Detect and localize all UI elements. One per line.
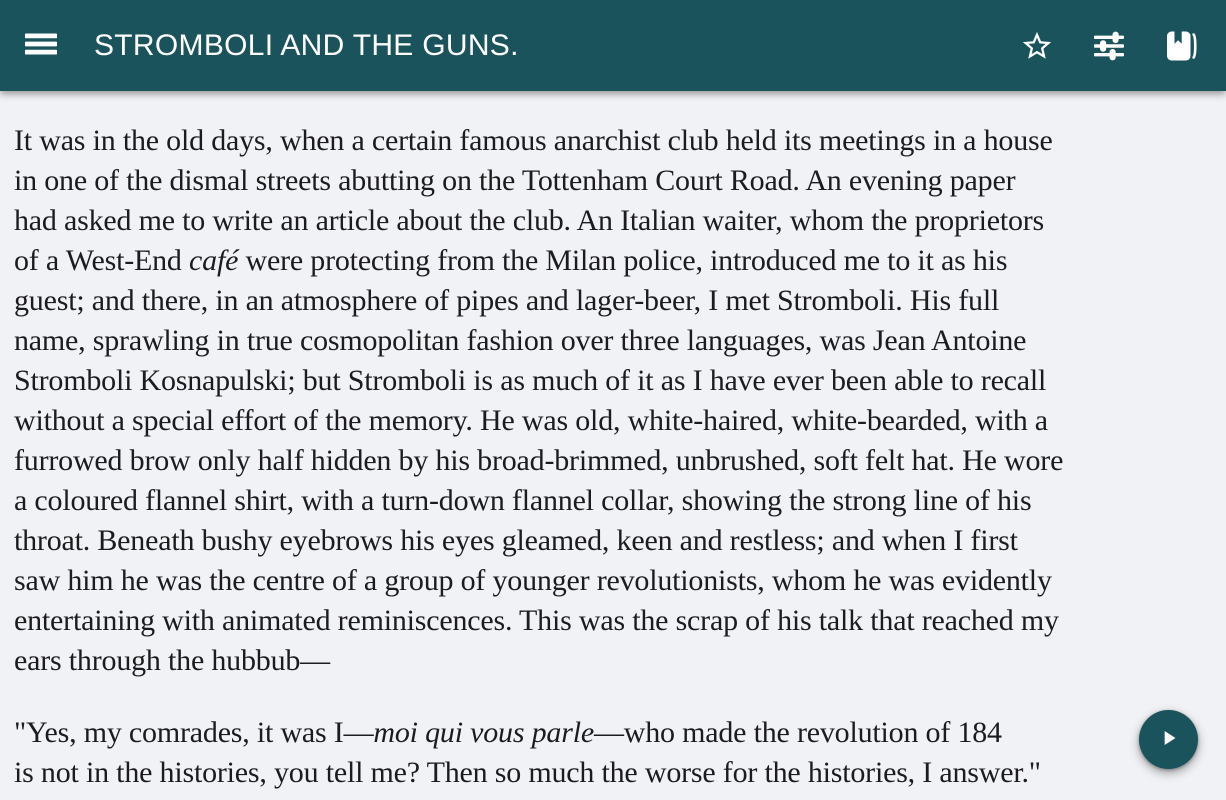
app-bar [0,0,1226,91]
text-line: It was in the old days, when a certain famous anarchist club held its meetings in a house [14,124,1053,157]
hamburger-menu-icon [24,27,58,64]
text-line: without a special effort of the memory. He was old, white-haired, white-bearded, with a [14,404,1048,437]
paragraph [14,713,1212,793]
display-settings-button[interactable] [1092,29,1126,63]
paragraph [14,121,1212,681]
book-bookmark-icon [1164,29,1198,63]
text-line: ears through the hubbub— [14,644,330,677]
page-title: STROMBOLI AND THE GUNS. [94,28,519,62]
menu-button[interactable] [12,17,70,75]
play-fab-button[interactable] [1139,710,1198,769]
tune-sliders-icon [1092,29,1126,63]
text-line: is not in the histories, you tell me? Then so much the worse for the histories, I answer." [14,756,1041,789]
play-arrow-icon [1156,725,1182,754]
text-line: throat. Beneath bushy eyebrows his eyes gleamed, keen and restless; and when I first [14,524,1018,557]
favorite-button[interactable] [1020,29,1054,63]
text-line: entertaining with animated reminiscences. This was the scrap of his talk that reached my [14,604,1059,637]
app-bar-actions [1020,29,1198,63]
reader-page[interactable] [0,91,1226,800]
text-line: furrowed brow only half hidden by his broad-brimmed, unbrushed, soft felt hat. He wore [14,444,1064,477]
text-line: Stromboli Kosnapulski; but Stromboli is as much of it as I have ever been able to recall [14,364,1047,397]
text-line: "Yes, my comrades, it was I—moi qui vous parle—who made the revolution of 184 [14,716,1002,749]
book-bookmark-button[interactable] [1164,29,1198,63]
star-outline-icon [1020,29,1054,63]
text-line: saw him he was the centre of a group of younger revolutionists, whom he was evidently [14,564,1052,597]
text-line: a coloured flannel shirt, with a turn-down flannel collar, showing the strong line of his [14,484,1032,517]
text-line: had asked me to write an article about the club. An Italian waiter, whom the proprietors [14,204,1045,237]
text-line: in one of the dismal streets abutting on the Tottenham Court Road. An evening paper [14,164,1016,197]
text-line: guest; and there, in an atmosphere of pipes and lager-beer, I met Stromboli. His full [14,284,1000,317]
text-line: name, sprawling in true cosmopolitan fashion over three languages, was Jean Antoine [14,324,1027,357]
text-line: of a West-End café were protecting from the Milan police, introduced me to it as his [14,244,1008,277]
